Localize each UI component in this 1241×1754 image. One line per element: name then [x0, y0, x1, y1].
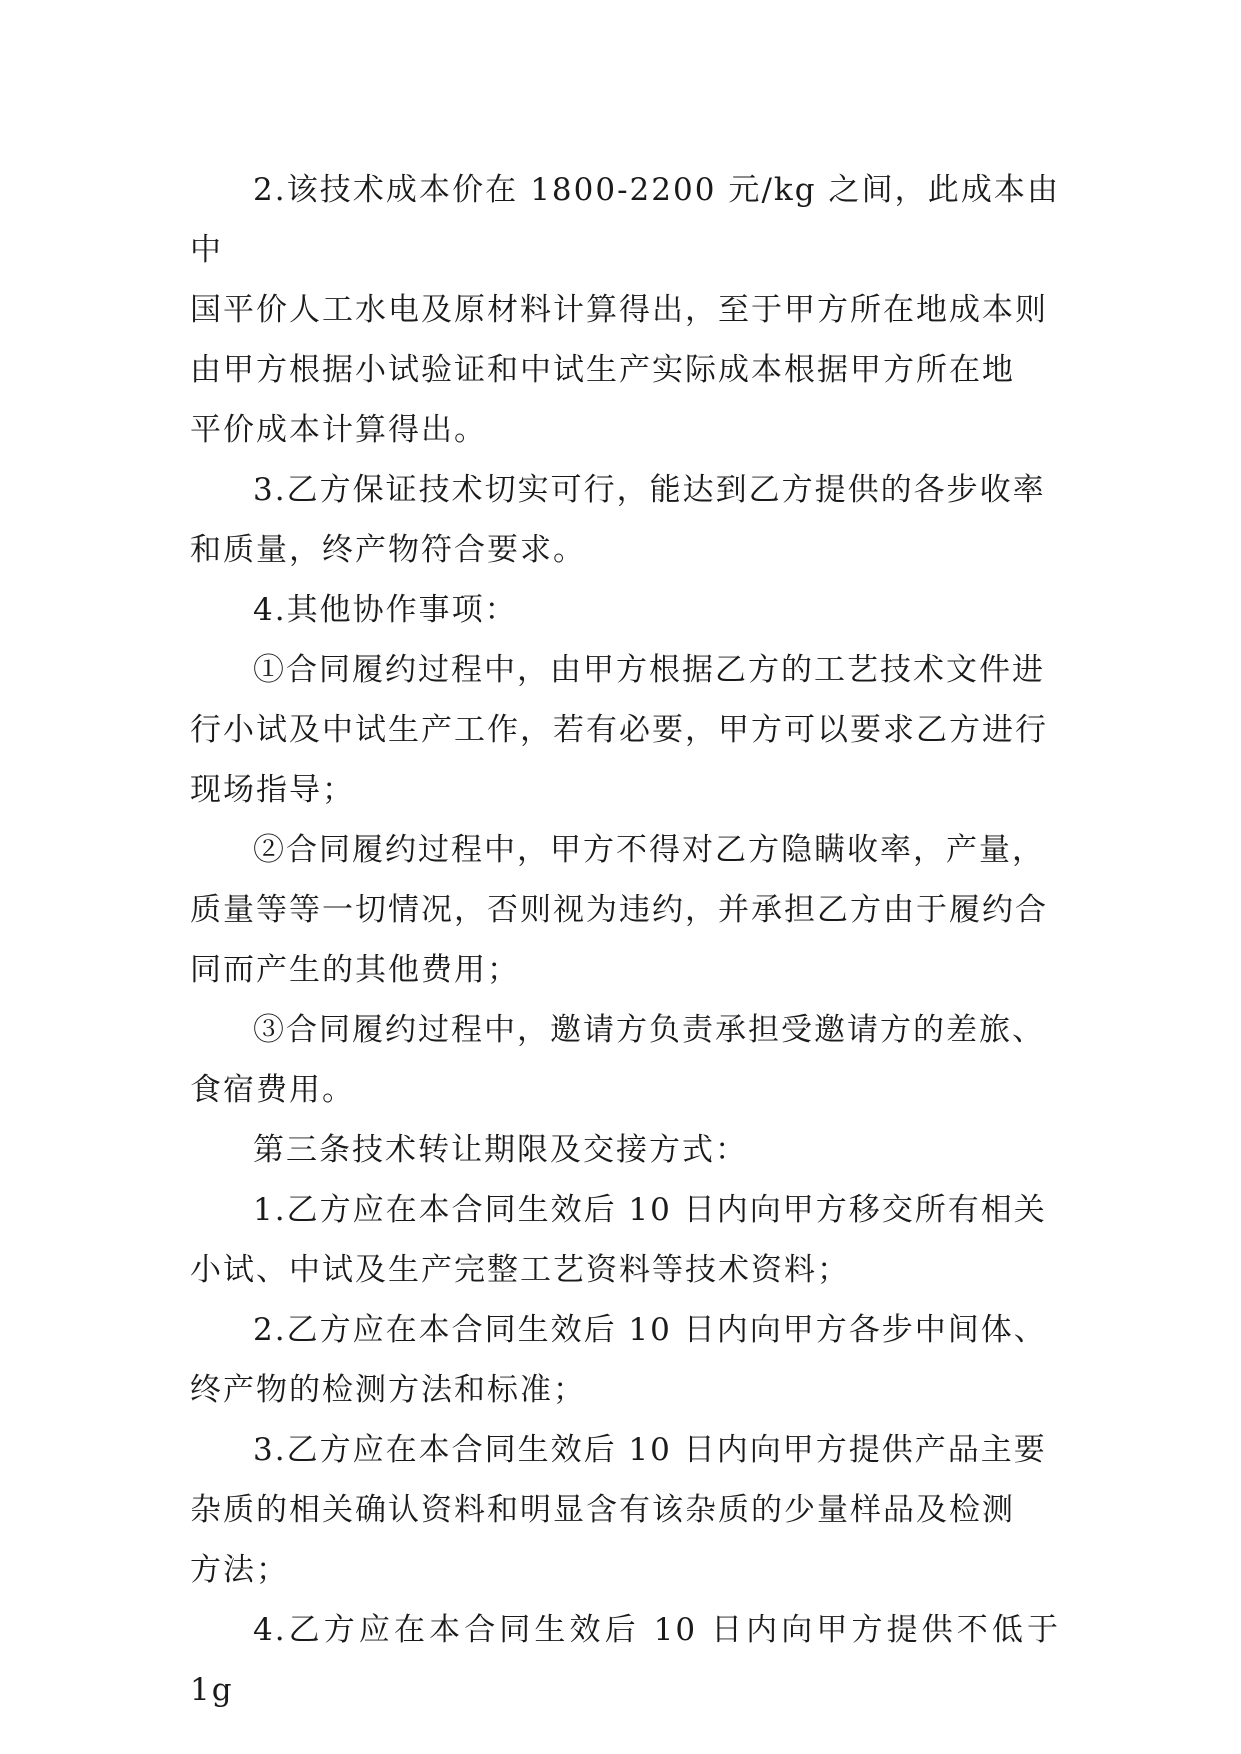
section-heading-article-3: [190, 1120, 1060, 1180]
paragraph-item-2: [190, 820, 1060, 1000]
text-line: 终产物的检测方法和标准；: [190, 1372, 586, 1408]
paragraph-transfer-2: [190, 1300, 1060, 1420]
paragraph-item-1: [190, 640, 1060, 820]
text-line: 杂质的相关确认资料和明显含有该杂质的少量样品及检测: [190, 1492, 1015, 1528]
text-line: 由甲方根据小试验证和中试生产实际成本根据甲方所在地: [190, 352, 1015, 388]
text-line: 2.该技术成本价在 1800-2200 元/kg 之间，此成本由中: [190, 172, 1060, 268]
text-line: 质量等等一切情况，否则视为违约，并承担乙方由于履约合: [190, 892, 1048, 928]
text-line: 食宿费用。: [190, 1072, 355, 1108]
text-line: ①合同履约过程中，由甲方根据乙方的工艺技术文件进: [253, 652, 1045, 688]
text-line: 第三条技术转让期限及交接方式：: [253, 1132, 748, 1168]
text-line: 方法；: [190, 1552, 289, 1588]
text-line: 行小试及中试生产工作，若有必要，甲方可以要求乙方进行: [190, 712, 1048, 748]
paragraph-transfer-1: [190, 1180, 1060, 1300]
paragraph-transfer-3: [190, 1420, 1060, 1600]
text-line: 现场指导；: [190, 772, 355, 808]
text-line: 小试、中试及生产完整工艺资料等技术资料；: [190, 1252, 850, 1288]
text-line: 4.乙方应在本合同生效后 10 日内向甲方提供不低于 1g: [190, 1612, 1060, 1708]
text-line: 2.乙方应在本合同生效后 10 日内向甲方各步中间体、: [253, 1312, 1047, 1348]
text-line: 和质量，终产物符合要求。: [190, 532, 586, 568]
text-line: 3.乙方保证技术切实可行，能达到乙方提供的各步收率: [253, 472, 1046, 508]
text-line: 国平价人工水电及原材料计算得出，至于甲方所在地成本则: [190, 292, 1048, 328]
text-line: 1.乙方应在本合同生效后 10 日内向甲方移交所有相关: [253, 1192, 1047, 1228]
text-line: 4.其他协作事项：: [253, 592, 518, 628]
text-line: ②合同履约过程中，甲方不得对乙方隐瞒收率，产量，: [253, 832, 1045, 868]
paragraph-cost-price: [190, 160, 1060, 460]
text-line: 平价成本计算得出。: [190, 412, 487, 448]
paragraph-feasibility: [190, 460, 1060, 580]
paragraph-transfer-4: [190, 1600, 1060, 1720]
document-body: [190, 160, 1060, 1720]
text-line: 同而产生的其他费用；: [190, 952, 520, 988]
text-line: 3.乙方应在本合同生效后 10 日内向甲方提供产品主要: [253, 1432, 1047, 1468]
text-line: ③合同履约过程中，邀请方负责承担受邀请方的差旅、: [253, 1012, 1045, 1048]
paragraph-other-matters: [190, 580, 1060, 640]
paragraph-item-3: [190, 1000, 1060, 1120]
